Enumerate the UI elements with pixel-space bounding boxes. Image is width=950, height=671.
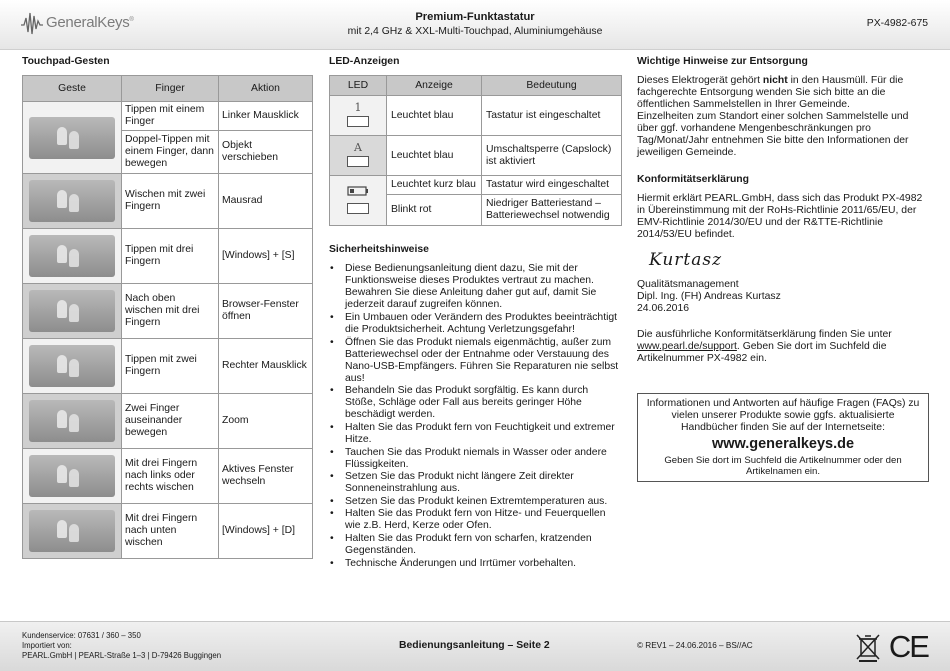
- led-meaning: Niedriger Batteriestand – Batteriewechsel notwendig: [482, 195, 622, 226]
- gesture-action: Aktives Fenster wechseln: [219, 449, 313, 504]
- led-indicator: Leuchtet kurz blau: [387, 176, 482, 195]
- support-link[interactable]: www.pearl.de/support: [637, 340, 737, 352]
- sound-wave-icon: [20, 10, 44, 36]
- led-indicator-icon: [347, 203, 369, 214]
- page-label: Bedienungsanleitung – Seite 2: [399, 640, 550, 651]
- led-meaning: Tastatur wird eingeschaltet: [482, 176, 622, 195]
- table-row: [23, 174, 313, 229]
- conformity-text: Hiermit erklärt PEARL.GmbH, dass sich das Produkt PX-4982 in Übereinstimmung mit der RoHs-Richtlinie 2011/65/EU, der EMV-Richtlinie 2014/30/EU und der R&TTE-Richtlinie 2014/53/EU befindet.: [637, 192, 923, 240]
- customer-service: Kundenservice: 07631 / 360 – 350: [22, 631, 141, 640]
- footer-icons: [855, 629, 928, 665]
- gesture-action: [Windows] + [S]: [219, 229, 313, 284]
- table-row: [23, 504, 313, 559]
- table-row: [23, 284, 313, 339]
- conformity-title: Konformitätserklärung: [637, 173, 750, 185]
- table-row: [23, 229, 313, 284]
- list-item: • Halten Sie das Produkt fern von scharfen, kratzenden Gegenständen.: [329, 533, 621, 557]
- gesture-action: Objekt verschieben: [219, 131, 313, 174]
- list-item: • Technische Änderungen und Irrtümer vorbehalten.: [329, 558, 621, 570]
- led-indicator-icon: [347, 156, 369, 167]
- power-led-symbol: 1: [354, 100, 362, 114]
- gesture-finger: Mit drei Fingern nach links oder rechts wischen: [122, 449, 219, 504]
- touchpad-section: [22, 56, 313, 559]
- list-item: • Halten Sie das Produkt fern von Hitze- und Feuerquellen wie z.B. Herd, Kerze oder Ofen.: [329, 508, 621, 532]
- gesture-finger: Tippen mit drei Fingern: [122, 229, 219, 284]
- gesture-action: Browser-Fenster öffnen: [219, 284, 313, 339]
- three-finger-swipe-down-icon: [29, 510, 115, 552]
- led-table: [329, 75, 622, 226]
- gesture-finger: Mit drei Fingern nach unten wischen: [122, 504, 219, 559]
- led-meaning: Tastatur ist eingeschaltet: [482, 96, 622, 136]
- conformity-more: Die ausführliche Konformitätserklärung finden Sie unter www.pearl.de/support. Geben Sie dort im Suchfeld die Artikelnummer PX-4982 ein.: [637, 328, 892, 364]
- list-item: • Öffnen Sie das Produkt niemals eigenmächtig, außer zum Batteriewechsel oder der Entnahme oder Verstauung des Nano-USB-Empfängers. Führen Sie Reparaturen nie selbst aus!: [329, 337, 621, 385]
- gesture-finger: Tippen mit einem Finger: [122, 102, 219, 131]
- touchpad-tap-icon: [29, 117, 115, 159]
- faq-hint: Geben Sie dort im Suchfeld die Artikelnummer oder den Artikelnamen ein.: [664, 454, 902, 478]
- capslock-led-symbol: A: [354, 140, 362, 154]
- led-header: LED: [330, 76, 387, 96]
- gesture-action: Rechter Mausklick: [219, 339, 313, 394]
- brand-name: GeneralKeys®: [46, 14, 134, 32]
- weee-bin-icon: [855, 631, 881, 663]
- gesture-finger: Zwei Finger auseinander bewegen: [122, 394, 219, 449]
- disposal-text: Dieses Elektrogerät gehört nicht in den Hausmüll. Für die fachgerechte Entsorgung wenden Sie sich bitte an die öffentlichen Sammelstellen in Ihrer Gemeinde.: [637, 75, 904, 111]
- gesture-illustration: [23, 449, 122, 504]
- two-finger-tap-icon: [29, 345, 115, 387]
- document-title: Premium-Funktastatur: [415, 11, 535, 23]
- document-subtitle: mit 2,4 GHz & XXL-Multi-Touchpad, Aluminiumgehäuse: [347, 25, 603, 37]
- list-item: • Setzen Sie das Produkt keinen Extremtemperaturen aus.: [329, 496, 621, 508]
- finger-header: Finger: [122, 76, 219, 102]
- table-row: [23, 102, 313, 131]
- table-row: [23, 449, 313, 504]
- info-section: [637, 56, 929, 482]
- meaning-header: Bedeutung: [482, 76, 622, 96]
- pinch-zoom-icon: [29, 400, 115, 442]
- signer-name: Dipl. Ing. (FH) Andreas Kurtasz: [637, 290, 781, 302]
- touchpad-title: Touchpad-Gesten: [22, 56, 110, 67]
- gesture-finger: Nach oben wischen mit drei Fingern: [122, 284, 219, 339]
- gesture-illustration: [23, 174, 122, 229]
- gesture-illustration: [23, 102, 122, 174]
- battery-icon: [346, 185, 370, 197]
- gesture-illustration: [23, 284, 122, 339]
- importer-address: PEARL.GmbH | PEARL-Straße 1–3 | D-79426 Buggingen: [22, 651, 222, 661]
- gesture-illustration: [23, 394, 122, 449]
- gesture-illustration: [23, 504, 122, 559]
- model-number: PX-4982-675: [866, 18, 928, 29]
- disposal-text-2: Einzelheiten zum Standort einer solchen Sammelstelle und über ggf. vorhandene Mengenbeschränkungen pro Tag/Monat/Jahr entnehmen Sie bitte den Informationen der jeweiligen Gemeinde.: [637, 111, 909, 159]
- page-footer: [0, 621, 950, 671]
- led-indicator: Blinkt rot: [387, 195, 482, 226]
- signature-date: 24.06.2016: [637, 302, 690, 314]
- two-finger-swipe-icon: [29, 180, 115, 222]
- three-finger-swipe-up-icon: [29, 290, 115, 332]
- three-finger-tap-icon: [29, 235, 115, 277]
- safety-title: Sicherheitshinweise: [329, 244, 429, 256]
- table-row: [330, 96, 622, 136]
- revision: © REV1 – 24.06.2016 – BS//AC: [637, 641, 753, 650]
- led-capslock: [330, 136, 387, 176]
- gesture-finger: Wischen mit zwei Fingern: [122, 174, 219, 229]
- list-item: • Setzen Sie das Produkt nicht längere Zeit direkter Sonneneinstrahlung aus.: [329, 471, 621, 495]
- three-finger-swipe-sideways-icon: [29, 455, 115, 497]
- importer-label: Importiert von:: [22, 641, 72, 651]
- led-power: [330, 96, 387, 136]
- table-row: [23, 339, 313, 394]
- gesture-action: Mausrad: [219, 174, 313, 229]
- led-indicator: Leuchtet blau: [387, 136, 482, 176]
- action-header: Aktion: [219, 76, 313, 102]
- table-row: [330, 176, 622, 195]
- table-row: [23, 394, 313, 449]
- faq-text: Informationen und Antworten auf häufige Fragen (FAQs) zu vielen unserer Produkte sowie ggfs. aktualisierte Handbücher finden Sie auf der Internetseite:: [646, 397, 920, 434]
- list-item: • Halten Sie das Produkt fern von Feuchtigkeit und extremer Hitze.: [329, 422, 621, 446]
- footer-contact: [22, 631, 221, 661]
- led-meaning: Umschaltsperre (Capslock) ist aktiviert: [482, 136, 622, 176]
- indicator-header: Anzeige: [387, 76, 482, 96]
- led-indicator: Leuchtet blau: [387, 96, 482, 136]
- list-item: • Diese Bedienungsanleitung dient dazu, Sie mit der Funktionsweise dieses Produktes vertraut zu machen. Bewahren Sie diese Anleitung daher gut auf, damit Sie jederzeit darauf zugreifen können.: [329, 263, 621, 311]
- gesture-header: Geste: [23, 76, 122, 102]
- gesture-illustration: [23, 339, 122, 394]
- signature: Kurtasz: [649, 249, 723, 270]
- list-item: • Ein Umbauen oder Verändern des Produktes beeinträchtigt die Produktsicherheit. Achtung Verletzungsgefahr!: [329, 312, 621, 336]
- disposal-title: Wichtige Hinweise zur Entsorgung: [637, 56, 808, 67]
- gesture-table: [22, 75, 313, 559]
- ce-mark-icon: CE: [888, 629, 928, 664]
- gesture-finger: Tippen mit zwei Fingern: [122, 339, 219, 394]
- gesture-action: Linker Mausklick: [219, 102, 313, 131]
- brand-logo: [20, 10, 134, 36]
- page-header: [0, 0, 950, 50]
- led-title: LED-Anzeigen: [329, 56, 400, 67]
- gesture-finger: Doppel-Tippen mit einem Finger, dann bewegen: [122, 131, 219, 174]
- led-section: [329, 56, 621, 570]
- table-row: [330, 136, 622, 176]
- safety-list: [329, 263, 621, 570]
- led-battery: [330, 176, 387, 226]
- list-item: • Behandeln Sie das Produkt sorgfältig. Es kann durch Stöße, Schläge oder Fall aus bereits geringer Höhe beschädigt werden.: [329, 385, 621, 421]
- faq-box: [637, 393, 929, 482]
- signer-role: Qualitätsmanagement: [637, 278, 739, 290]
- gesture-action: Zoom: [219, 394, 313, 449]
- list-item: • Tauchen Sie das Produkt niemals in Wasser oder andere Flüssigkeiten.: [329, 447, 621, 471]
- led-indicator-icon: [347, 116, 369, 127]
- faq-url[interactable]: www.generalkeys.de: [711, 436, 855, 453]
- gesture-action: [Windows] + [D]: [219, 504, 313, 559]
- gesture-illustration: [23, 229, 122, 284]
